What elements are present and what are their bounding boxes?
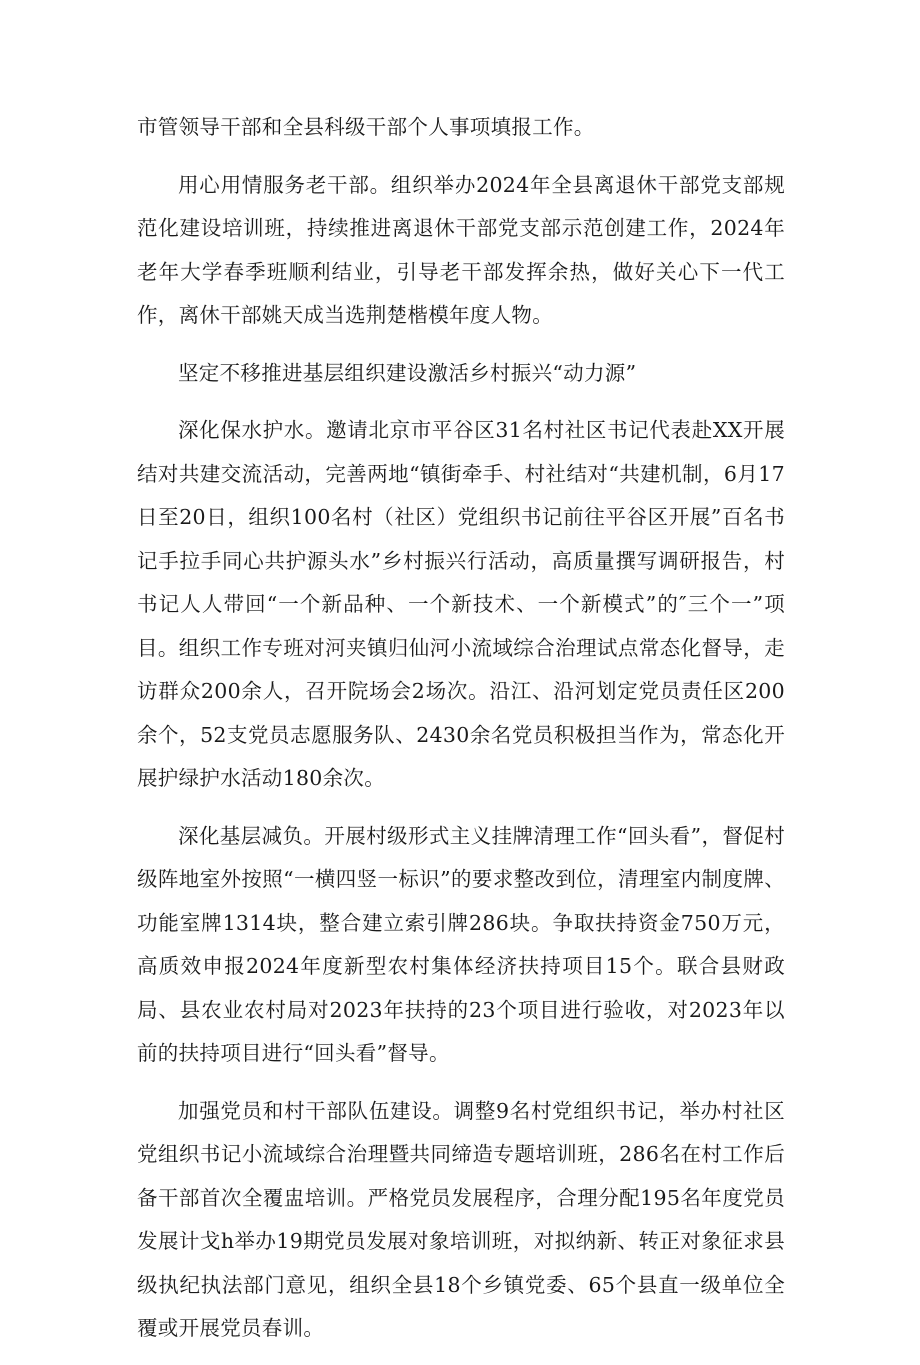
paragraph-water-protection: 深化保水护水。邀请北京市平谷区31名村社区书记代表赴XX开展结对共建交流活动，完善两地“镇街牵手、村社结对“共建机制，6月17日至20日，组织100名村（社区）党组织书记前往平谷区开展”百名书记手拉手同心共护源头水”乡村振兴行活动，高质量撰写调研报告，村书记人人带回“一个新品种、一个新技术、一个新模式”的″三个一”项目。组织工作专班对河夹镇归仙河小流域综合治理试点常态化督导，走访群众200余人，召开院场会2场次。沿江、沿河划定党员责任区200余个，52支党员志愿服务队、2430余名党员积极担当作为，常态化开展护绿护水活动180余次。	[137, 418, 785, 790]
section-heading: 坚定不移推进基层组织建设激活乡村振兴“动力源”	[178, 360, 637, 385]
document-body	[137, 106, 785, 1365]
paragraph-veteran-cadres: 用心用情服务老干部。组织举办2024年全县离退休干部党支部规范化建设培训班，持续推进离退休干部党支部示范创建工作，2024年老年大学春季班顺利结业，引导老干部发挥余热，做好关心下一代工作，离休干部姚天成当选荆楚楷模年度人物。	[137, 172, 785, 327]
paragraph-party-member-building: 加强党员和村干部队伍建设。调整9名村党组织书记，举办村社区党组织书记小流域综合治理暨共同缔造专题培训班，286名在村工作后备干部首次全覆盅培训。严格党员发展程序，合理分配195名年度党员发展计戈h举办19期党员发展对象培训班，对拟纳新、转正对象征求县级执纪执法部门意见，组织全县18个乡镇党委、65个县直一级单位全覆或开展党员春训。	[137, 1098, 785, 1340]
paragraph-burden-reduction: 深化基层减负。开展村级形式主义挂牌清理工作“回头看”，督促村级阵地室外按照“一横四竖一标识”的要求整改到位，清理室内制度牌、功能室牌1314块，整合建立索引牌286块。争取扶持资金750万元，高质效申报2024年度新型农村集体经济扶持项目15个。联合县财政局、县农业农村局对2023年扶持的23个项目进行验收，对2023年以前的扶持项目进行“回头看”督导。	[137, 823, 785, 1065]
paragraph-continuation: 市管领导干部和全县科级干部个人事项填报工作。	[137, 115, 595, 139]
